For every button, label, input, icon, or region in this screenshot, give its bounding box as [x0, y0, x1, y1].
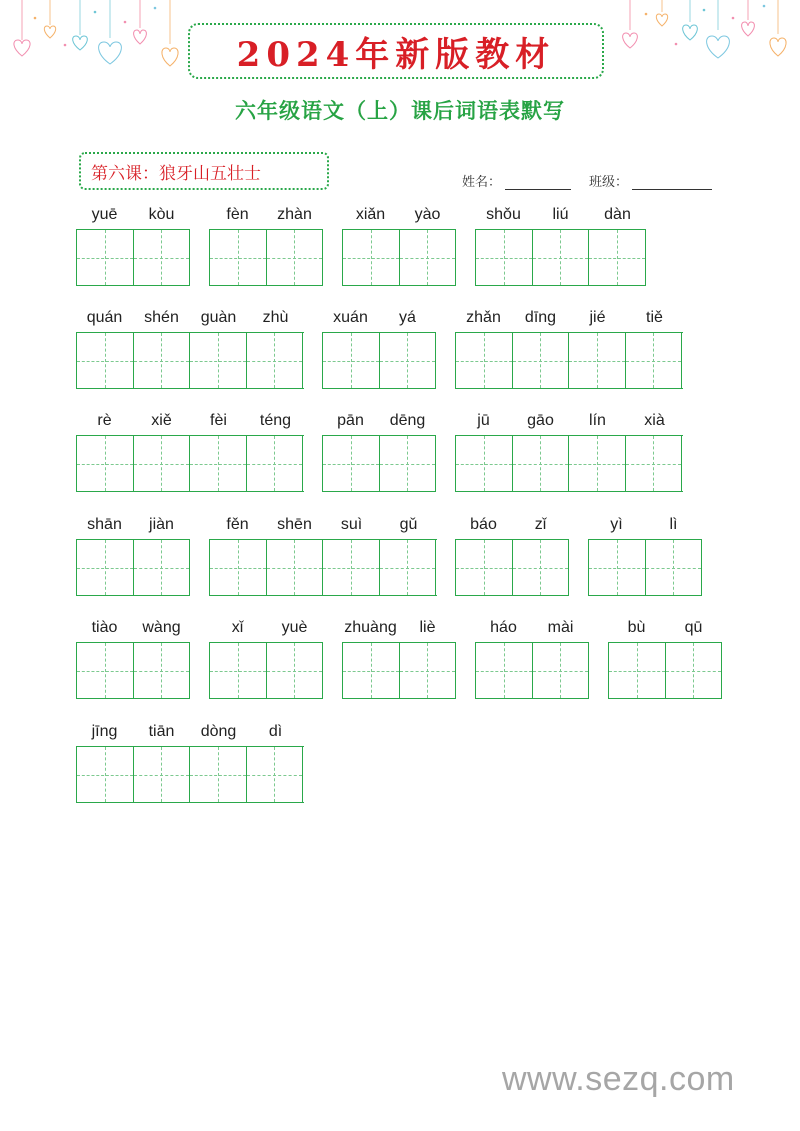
pinyin-syllable: kòu [148, 206, 175, 223]
pinyin-row [209, 618, 323, 638]
tianzige-cell[interactable] [77, 436, 134, 491]
pinyin-syllable: lín [589, 412, 606, 429]
tianzige-cell[interactable] [380, 333, 437, 388]
pinyin-syllable: dàn [604, 206, 631, 223]
word-item [76, 722, 304, 803]
pinyin-syllable: zǐ [534, 516, 547, 533]
lesson-frame [79, 152, 329, 190]
pinyin-row [322, 308, 436, 328]
pinyin-syllable: xǐ [231, 619, 244, 636]
pinyin-row [209, 205, 323, 225]
tianzige-cell[interactable] [247, 747, 304, 802]
tianzige-cell[interactable] [456, 540, 513, 595]
word-item [322, 308, 436, 389]
pinyin-row [76, 308, 304, 328]
pinyin-syllable: wàng [142, 619, 181, 636]
pinyin-syllable: dì [268, 723, 283, 740]
tianzige-cell[interactable] [134, 747, 191, 802]
pinyin-syllable: tiān [148, 723, 175, 740]
writing-boxes [209, 229, 323, 286]
word-item [455, 308, 683, 389]
pinyin-syllable: jié [589, 309, 606, 326]
pinyin-syllable: jū [477, 412, 490, 429]
pinyin-syllable: pān [337, 412, 364, 429]
pinyin-syllable: guàn [200, 309, 237, 326]
tianzige-cell[interactable] [323, 436, 380, 491]
pinyin-syllable: bù [627, 619, 646, 636]
pinyin-syllable: fèi [210, 412, 227, 429]
tianzige-cell[interactable] [589, 230, 646, 285]
pinyin-syllable: jīng [91, 723, 118, 740]
title-frame [188, 23, 604, 79]
writing-boxes [209, 539, 437, 596]
word-item [322, 411, 436, 492]
writing-boxes [209, 642, 323, 699]
pinyin-syllable: mài [547, 619, 574, 636]
tianzige-cell[interactable] [343, 643, 400, 698]
pinyin-syllable: dīng [524, 309, 557, 326]
tianzige-cell[interactable] [513, 333, 570, 388]
tianzige-cell[interactable] [134, 643, 191, 698]
pinyin-syllable: zhù [262, 309, 289, 326]
word-item [455, 515, 569, 596]
hearts-decoration-right [600, 0, 800, 70]
word-item [588, 515, 702, 596]
pinyin-syllable: shén [144, 309, 179, 326]
word-item [76, 411, 304, 492]
pinyin-syllable: fěn [226, 516, 249, 533]
tianzige-cell[interactable] [210, 643, 267, 698]
tianzige-cell[interactable] [134, 230, 191, 285]
tianzige-cell[interactable] [267, 540, 324, 595]
pinyin-row [342, 205, 456, 225]
tianzige-cell[interactable] [343, 230, 400, 285]
word-item [475, 205, 646, 286]
tianzige-cell[interactable] [569, 436, 626, 491]
pinyin-syllable: yá [399, 309, 416, 326]
tianzige-cell[interactable] [77, 643, 134, 698]
writing-boxes [608, 642, 722, 699]
tianzige-cell[interactable] [513, 540, 570, 595]
tianzige-cell[interactable] [666, 643, 723, 698]
tianzige-cell[interactable] [569, 333, 626, 388]
word-item [76, 308, 304, 389]
tianzige-cell[interactable] [513, 436, 570, 491]
watermark: www.sezq.com [502, 1060, 735, 1098]
pinyin-syllable: jiàn [149, 516, 174, 533]
writing-boxes [475, 642, 589, 699]
pinyin-syllable: lì [669, 516, 678, 533]
writing-boxes [76, 332, 304, 389]
writing-boxes [475, 229, 646, 286]
pinyin-syllable: shǒu [486, 206, 521, 223]
pinyin-syllable: rè [97, 412, 112, 429]
pinyin-row [342, 618, 456, 638]
pinyin-row [76, 515, 190, 535]
pinyin-syllable: quán [86, 309, 123, 326]
word-item [76, 618, 190, 699]
pinyin-syllable: xiě [151, 412, 172, 429]
pinyin-row [455, 308, 683, 328]
pinyin-syllable: xiǎn [355, 206, 386, 223]
tianzige-cell[interactable] [609, 643, 666, 698]
pinyin-syllable: qū [684, 619, 703, 636]
tianzige-cell[interactable] [247, 333, 304, 388]
tianzige-cell[interactable] [476, 230, 533, 285]
pinyin-row [76, 411, 304, 431]
page-title: 2024年新版教材 [236, 34, 556, 75]
tianzige-cell[interactable] [476, 643, 533, 698]
pinyin-row [608, 618, 722, 638]
name-field[interactable] [462, 171, 571, 190]
class-label: 班级： [589, 175, 629, 190]
writing-boxes [342, 642, 456, 699]
name-label: 姓名： [462, 175, 502, 190]
tianzige-cell[interactable] [134, 540, 191, 595]
writing-boxes [322, 332, 436, 389]
pinyin-row [76, 618, 190, 638]
pinyin-row [76, 205, 190, 225]
writing-boxes [455, 332, 683, 389]
pinyin-syllable: xià [644, 412, 665, 429]
writing-boxes [588, 539, 702, 596]
name-blank[interactable] [505, 175, 571, 190]
lesson-title: 第六课：狼牙山五壮士 [91, 163, 261, 184]
word-item [209, 515, 437, 596]
pinyin-syllable: suì [340, 516, 363, 533]
tianzige-cell[interactable] [533, 643, 590, 698]
page-subtitle: 六年级语文（上）课后词语表默写 [235, 99, 565, 123]
word-item [342, 205, 456, 286]
pinyin-row [475, 205, 646, 225]
pinyin-syllable: liú [552, 206, 569, 223]
tianzige-cell[interactable] [190, 333, 247, 388]
pinyin-syllable: tiào [91, 619, 118, 636]
pinyin-syllable: báo [470, 516, 497, 533]
tianzige-cell[interactable] [456, 333, 513, 388]
tianzige-cell[interactable] [267, 230, 324, 285]
writing-boxes [455, 435, 683, 492]
tianzige-cell[interactable] [210, 230, 267, 285]
pinyin-syllable: gǔ [399, 516, 418, 533]
tianzige-cell[interactable] [533, 230, 590, 285]
pinyin-row [76, 722, 304, 742]
writing-boxes [342, 229, 456, 286]
tianzige-cell[interactable] [380, 436, 437, 491]
writing-boxes [76, 229, 190, 286]
pinyin-syllable: yuē [91, 206, 118, 223]
tianzige-cell[interactable] [589, 540, 646, 595]
tianzige-cell[interactable] [323, 540, 380, 595]
pinyin-row [209, 515, 437, 535]
pinyin-syllable: tiě [646, 309, 663, 326]
pinyin-syllable: zhuàng [344, 619, 397, 636]
tianzige-cell[interactable] [77, 333, 134, 388]
tianzige-cell[interactable] [190, 747, 247, 802]
class-blank[interactable] [632, 175, 712, 190]
tianzige-cell[interactable] [134, 436, 191, 491]
pinyin-row [588, 515, 702, 535]
tianzige-cell[interactable] [267, 643, 324, 698]
tianzige-cell[interactable] [190, 436, 247, 491]
pinyin-row [455, 411, 683, 431]
pinyin-syllable: téng [259, 412, 292, 429]
pinyin-syllable: háo [490, 619, 517, 636]
pinyin-syllable: zhǎn [466, 309, 501, 326]
pinyin-syllable: shēn [277, 516, 312, 533]
pinyin-syllable: shān [87, 516, 122, 533]
tianzige-cell[interactable] [323, 333, 380, 388]
tianzige-cell[interactable] [77, 230, 134, 285]
pinyin-syllable: dòng [200, 723, 237, 740]
writing-boxes [76, 746, 304, 803]
word-item [608, 618, 722, 699]
tianzige-cell[interactable] [400, 230, 457, 285]
pinyin-syllable: yuè [281, 619, 308, 636]
writing-boxes [76, 435, 304, 492]
word-item [342, 618, 456, 699]
pinyin-syllable: yào [414, 206, 441, 223]
class-field[interactable] [589, 171, 712, 190]
writing-boxes [76, 642, 190, 699]
tianzige-cell[interactable] [380, 540, 437, 595]
pinyin-syllable: fèn [226, 206, 249, 223]
pinyin-syllable: xuán [333, 309, 368, 326]
tianzige-cell[interactable] [400, 643, 457, 698]
tianzige-cell[interactable] [456, 436, 513, 491]
pinyin-row [475, 618, 589, 638]
pinyin-syllable: yì [610, 516, 623, 533]
word-item [209, 205, 323, 286]
tianzige-cell[interactable] [247, 436, 304, 491]
tianzige-cell[interactable] [646, 540, 703, 595]
tianzige-cell[interactable] [77, 540, 134, 595]
word-item [475, 618, 589, 699]
tianzige-cell[interactable] [77, 747, 134, 802]
pinyin-row [322, 411, 436, 431]
word-item [209, 618, 323, 699]
word-item [455, 411, 683, 492]
writing-boxes [76, 539, 190, 596]
writing-boxes [455, 539, 569, 596]
writing-boxes [322, 435, 436, 492]
pinyin-syllable: gāo [527, 412, 554, 429]
word-item [76, 515, 190, 596]
tianzige-cell[interactable] [134, 333, 191, 388]
pinyin-syllable: dēng [389, 412, 426, 429]
pinyin-syllable: zhàn [277, 206, 312, 223]
hearts-decoration-left [0, 0, 190, 70]
tianzige-cell[interactable] [626, 436, 683, 491]
tianzige-cell[interactable] [626, 333, 683, 388]
word-item [76, 205, 190, 286]
pinyin-syllable: liè [419, 619, 436, 636]
pinyin-row [455, 515, 569, 535]
tianzige-cell[interactable] [210, 540, 267, 595]
